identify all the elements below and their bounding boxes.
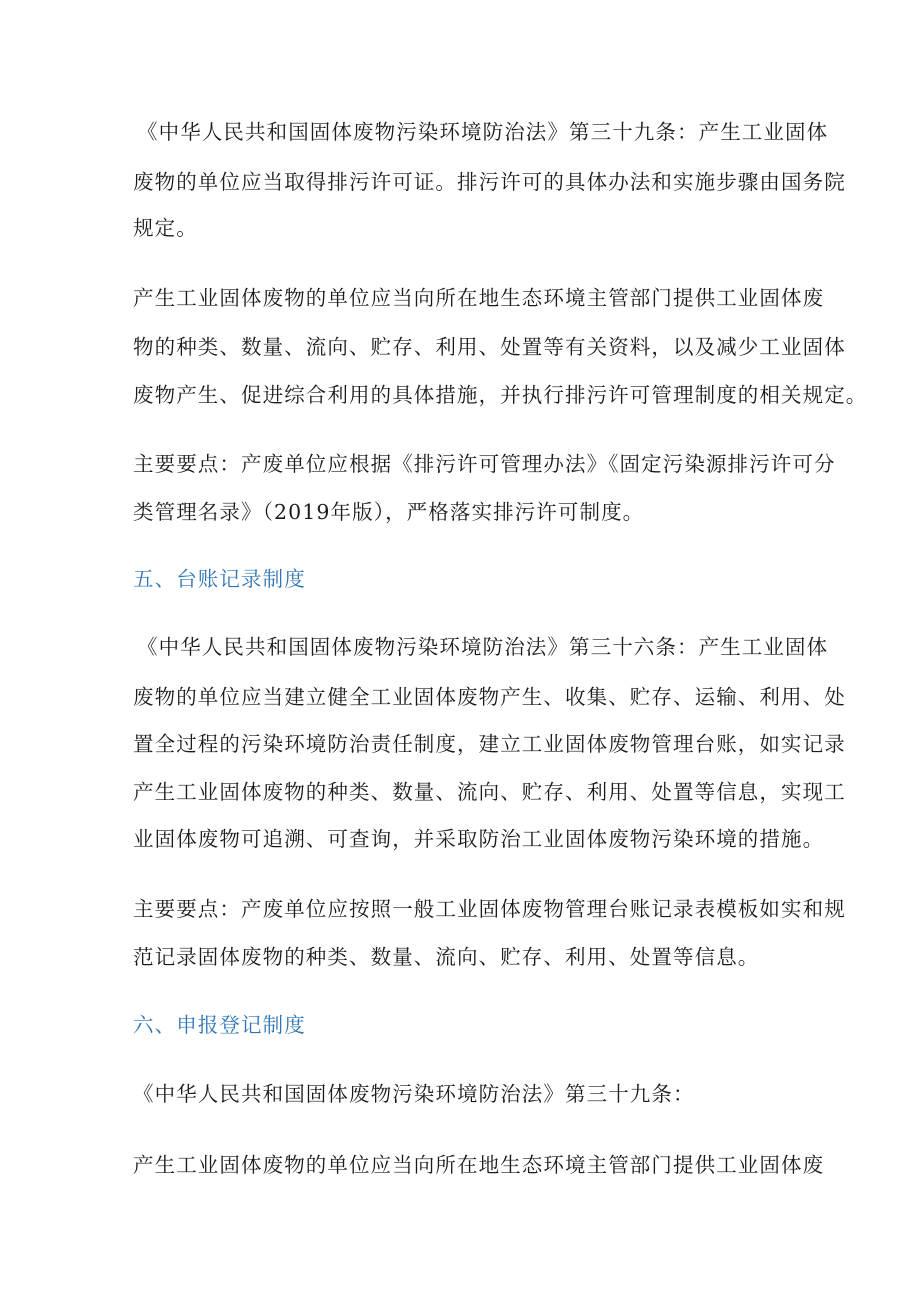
paragraph-1-line-3: 规定。 [133, 216, 198, 240]
section-heading-5: 五、台账记录制度 [133, 567, 306, 591]
section-heading-6: 六、申报登记制度 [133, 1013, 306, 1037]
paragraph-2-line-1: 产生工业固体废物的单位应当向所在地生态环境主管部门提供工业固体废 [133, 286, 825, 310]
paragraph-5-line-1: 主要要点：产废单位应按照一般工业固体废物管理台账记录表模板如实和规 [133, 897, 846, 921]
paragraph-4-line-3: 置全过程的污染环境防治责任制度，建立工业固体废物管理台账，如实记录 [133, 732, 846, 756]
paragraph-1-line-1: 《中华人民共和国固体废物污染环境防治法》第三十九条：产生工业固体 [137, 120, 829, 144]
paragraph-3-line-2: 类管理名录》（2019年版），严格落实排污许可制度。 [133, 500, 645, 524]
paragraph-5-line-2: 范记录固体废物的种类、数量、流向、贮存、利用、处置等信息。 [133, 945, 760, 969]
paragraph-4-line-5: 业固体废物可追溯、可查询，并采取防治工业固体废物污染环境的措施。 [133, 827, 825, 851]
paragraph-4-line-1: 《中华人民共和国固体废物污染环境防治法》第三十六条：产生工业固体 [137, 635, 829, 659]
paragraph-1-line-2: 废物的单位应当取得排污许可证。排污许可的具体办法和实施步骤由国务院 [133, 170, 846, 194]
paragraph-2-line-2: 物的种类、数量、流向、贮存、利用、处置等有关资料，以及减少工业固体 [133, 335, 846, 359]
paragraph-6-line-1: 《中华人民共和国固体废物污染环境防治法》第三十九条： [133, 1082, 695, 1106]
paragraph-3-line-1: 主要要点：产废单位应根据《排污许可管理办法》《固定污染源排污许可分 [133, 452, 836, 476]
paragraph-4-line-4: 产生工业固体废物的种类、数量、流向、贮存、利用、处置等信息，实现工 [133, 780, 846, 804]
paragraph-4-line-2: 废物的单位应当建立健全工业固体废物产生、收集、贮存、运输、利用、处 [133, 685, 846, 709]
paragraph-2-line-3: 废物产生、促进综合利用的具体措施，并执行排污许可管理制度的相关规定。 [133, 383, 868, 407]
paragraph-7-line-1: 产生工业固体废物的单位应当向所在地生态环境主管部门提供工业固体废 [133, 1153, 825, 1177]
